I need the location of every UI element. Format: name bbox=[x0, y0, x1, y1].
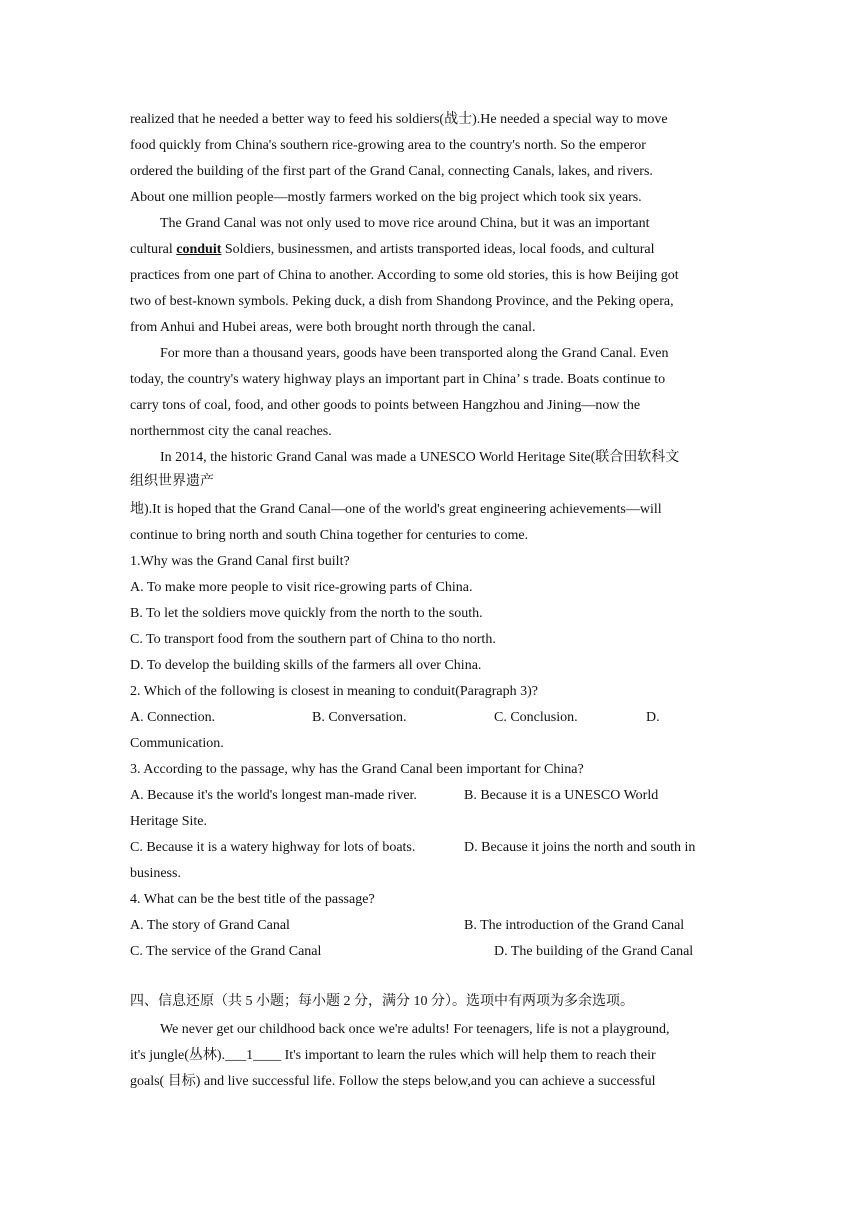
keyword-conduit: conduit bbox=[176, 242, 222, 257]
passage-line: food quickly from China's southern rice-growing area to the country's north. So the emperor bbox=[130, 138, 646, 153]
q1-option-d: D. To develop the building skills of the farmers all over China. bbox=[130, 658, 482, 673]
passage-line: goals( 目标) and live successful life. Follow the steps below,and you can achieve a successful bbox=[130, 1074, 656, 1089]
passage-line: two of best-known symbols. Peking duck, a dish from Shandong Province, and the Peking opera, bbox=[130, 294, 674, 309]
passage-line: For more than a thousand years, goods have been transported along the Grand Canal. Even bbox=[160, 346, 669, 361]
passage-line: 地).It is hoped that the Grand Canal—one of the world's great engineering achievements—will bbox=[130, 502, 662, 517]
question-2: 2. Which of the following is closest in meaning to conduit(Paragraph 3)? bbox=[130, 684, 538, 699]
question-3: 3. According to the passage, why has the Grand Canal been important for China? bbox=[130, 762, 584, 777]
passage-line: We never get our childhood back once we're adults! For teenagers, life is not a playground, bbox=[160, 1022, 670, 1037]
passage-line: ordered the building of the first part of the Grand Canal, connecting Canals, lakes, and rivers. bbox=[130, 164, 653, 179]
passage-line: About one million people—mostly farmers worked on the big project which took six years. bbox=[130, 190, 642, 205]
q1-option-a: A. To make more people to visit rice-growing parts of China. bbox=[130, 580, 473, 595]
q3-option-b: B. Because it is a UNESCO World bbox=[464, 788, 659, 803]
passage-line: carry tons of coal, food, and other goods to points between Hangzhou and Jining—now the bbox=[130, 398, 641, 413]
q4-option-a: A. The story of Grand Canal bbox=[130, 918, 290, 933]
q2-option-d-continued: Communication. bbox=[130, 736, 224, 751]
passage-text: cultural bbox=[130, 242, 177, 257]
passage-line: northernmost city the canal reaches. bbox=[130, 424, 332, 439]
q2-option-b: B. Conversation. bbox=[312, 710, 407, 725]
question-1: 1.Why was the Grand Canal first built? bbox=[130, 554, 350, 569]
passage-line: The Grand Canal was not only used to move rice around China, but it was an important bbox=[160, 216, 650, 231]
q3-option-b-continued: Heritage Site. bbox=[130, 814, 207, 829]
q2-option-a: A. Connection. bbox=[130, 710, 216, 725]
passage-line: continue to bring north and south China together for centuries to come. bbox=[130, 528, 529, 543]
q2-option-c: C. Conclusion. bbox=[494, 710, 578, 725]
q4-option-c: C. The service of the Grand Canal bbox=[130, 944, 322, 959]
q3-option-d: D. Because it joins the north and south in bbox=[464, 840, 696, 855]
passage-line-with-keyword bbox=[130, 240, 655, 260]
q2-option-d: D. bbox=[646, 710, 660, 725]
q3-option-a: A. Because it's the world's longest man-made river. bbox=[130, 788, 417, 803]
q1-option-b: B. To let the soldiers move quickly from the north to the south. bbox=[130, 606, 483, 621]
passage-line: from Anhui and Hubei areas, were both brought north through the canal. bbox=[130, 320, 536, 335]
q3-option-d-continued: business. bbox=[130, 866, 181, 881]
passage-line: 组织世界遗产 bbox=[130, 474, 214, 489]
passage-line: practices from one part of China to another. According to some old stories, this is how Beijing got bbox=[130, 268, 679, 283]
question-4: 4. What can be the best title of the passage? bbox=[130, 892, 375, 907]
passage-line: today, the country's watery highway plays an important part in China’ s trade. Boats continue to bbox=[130, 372, 666, 387]
passage-line: realized that he needed a better way to feed his soldiers(战士).He needed a special way to move bbox=[130, 112, 668, 127]
q1-option-c: C. To transport food from the southern part of China to tho north. bbox=[130, 632, 496, 647]
q3-option-c: C. Because it is a watery highway for lots of boats. bbox=[130, 840, 416, 855]
passage-line: In 2014, the historic Grand Canal was made a UNESCO World Heritage Site(联合田软科文 bbox=[160, 450, 680, 465]
passage-line: it's jungle(丛林).___1____ It's important to learn the rules which will help them to reach their bbox=[130, 1048, 656, 1063]
passage-text: Soldiers, businessmen, and artists transported ideas, local foods, and cultural bbox=[221, 242, 655, 257]
q4-option-b: B. The introduction of the Grand Canal bbox=[464, 918, 685, 933]
section-heading: 四、信息还原（共 5 小题；每小题 2 分，满分 10 分）。选项中有两项为多余选项。 bbox=[130, 994, 634, 1009]
q4-option-d: D. The building of the Grand Canal bbox=[494, 944, 694, 959]
